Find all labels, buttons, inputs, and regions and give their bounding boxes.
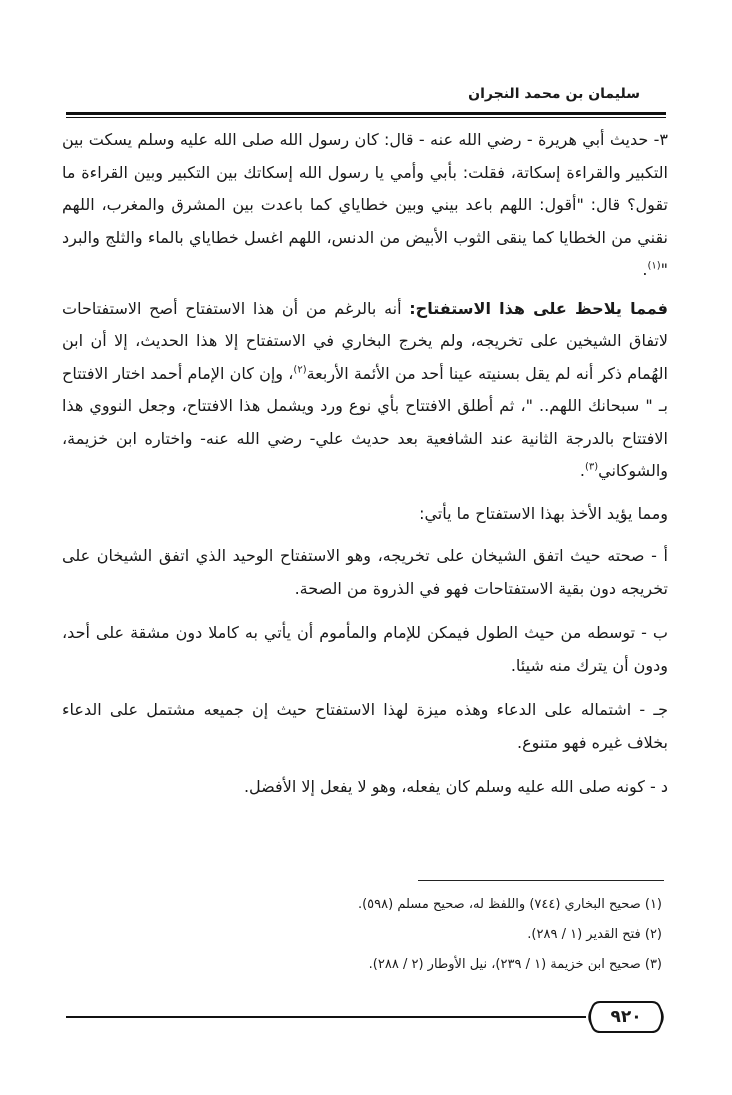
header-rule-thick: [66, 112, 666, 115]
hadith-text: ٣- حديث أبي هريرة - رضي الله عنه - قال: كان رسول الله صلى الله عليه وسلم يسكت بين التكبير والقراءة إسكاتة، فقلت: بأبي وأمي يا رسول الله إسكاتك بين التكبير وبين القراءة ما تقول؟ قال: "أقول: اللهم باعد بيني وبين خطاياي كما باعدت بين المشرق والمغرب، اللهم نقني من الخطايا كما ينقى الثوب الأبيض من الدنس، اللهم اغسل خطاياي بالماء والثلج والبرد ": [62, 130, 668, 279]
running-header-author: سليمان بن محمد النجران: [468, 86, 640, 102]
page-number-badge: [586, 998, 666, 1036]
header-rule-thin: [66, 117, 666, 118]
page-number: ٩٢٠: [610, 1007, 642, 1027]
note-text-part1: أنه بالرغم من أن هذا الاستفتاح أصح الاستفتاحات لاتفاق الشيخين على تخريجه، ولم يخرج البخاري في الاستفتاح إلا هذا الحديث، إلا أن ابن الهُمام ذكر أنه لم يقل بسنيته عينا أحد من الأئمة الأربعة: [62, 298, 669, 383]
note-lead: فمما يلاحظ على هذا الاستفتاح:: [409, 298, 668, 318]
footer-rule: [66, 1016, 586, 1018]
note-text-part2: ، وإن كان الإمام أحمد اختار الافتتاح بـ " سبحانك اللهم.. "، ثم أطلق الافتتاح بأي نوع ورد ويشمل هذا الافتتاح، وجعل النووي هذا الافتتاح بالدرجة الثانية عند الشافعية بعد حديث علي- رضي الله عنه- واختاره ابن خزيمة، والشوكاني: [62, 363, 668, 480]
hadith-paragraph: ٣- حديث أبي هريرة - رضي الله عنه - قال: كان رسول الله صلى الله عليه وسلم يسكت بين التكبير والقراءة إسكاتة، فقلت: بأبي وأمي يا رسول الله إسكاتك بين التكبير وبين القراءة ما تقول؟ قال: "أقول: اللهم باعد بيني وبين خطاياي كما باعدت بين المشرق والمغرب، اللهم نقني من الخطايا كما ينقى الثوب الأبيض من الدنس، اللهم اغسل خطاياي بالماء والثلج والبرد "$^{(١)}$.: [62, 130, 668, 279]
main-text: [62, 124, 668, 816]
footnotes: [102, 890, 662, 980]
footnote-2: (٢) فتح القدير (١ / ٢٨٩).: [527, 927, 662, 942]
footnote-separator: [418, 880, 664, 881]
point-jim: جـ - اشتماله على الدعاء وهذه ميزة لهذا الاستفتاح حيث إن جميعه مشتمل على الدعاء بخلاف غيره فهو متنوع.: [62, 700, 668, 752]
note-end: .: [579, 461, 585, 480]
footnote-ref-1: (١): [647, 260, 661, 272]
footnote-ref-2: (٢): [293, 364, 307, 376]
footnote-3: (٣) صحيح ابن خزيمة (١ / ٢٣٩)، نيل الأوطار (٢ / ٢٨٨).: [368, 957, 662, 972]
footnote-ref-3: (٣): [584, 461, 599, 473]
footnote-1: (١) صحيح البخاري (٧٤٤) واللفظ له، صحيح مسلم (٥٩٨).: [357, 897, 662, 912]
evidence-intro: ومما يؤيد الأخذ بهذا الاستفتاح ما يأتي:: [419, 503, 668, 523]
note-paragraph: [62, 293, 668, 488]
point-dal: د - كونه صلى الله عليه وسلم كان يفعله، وهو لا يفعل إلا الأفضل.: [243, 777, 668, 796]
point-ba: ب - توسطه من حيث الطول فيمكن للإمام والمأموم أن يأتي به كاملا دون مشقة على أحد، ودون أن يترك منه شيئا.: [62, 623, 668, 675]
point-alif: أ - صحته حيث اتفق الشيخان على تخريجه، وهو الاستفتاح الوحيد الذي اتفق الشيخان على تخريجه دون بقية الاستفتاحات فهو في الذروة من الصحة.: [62, 546, 668, 598]
